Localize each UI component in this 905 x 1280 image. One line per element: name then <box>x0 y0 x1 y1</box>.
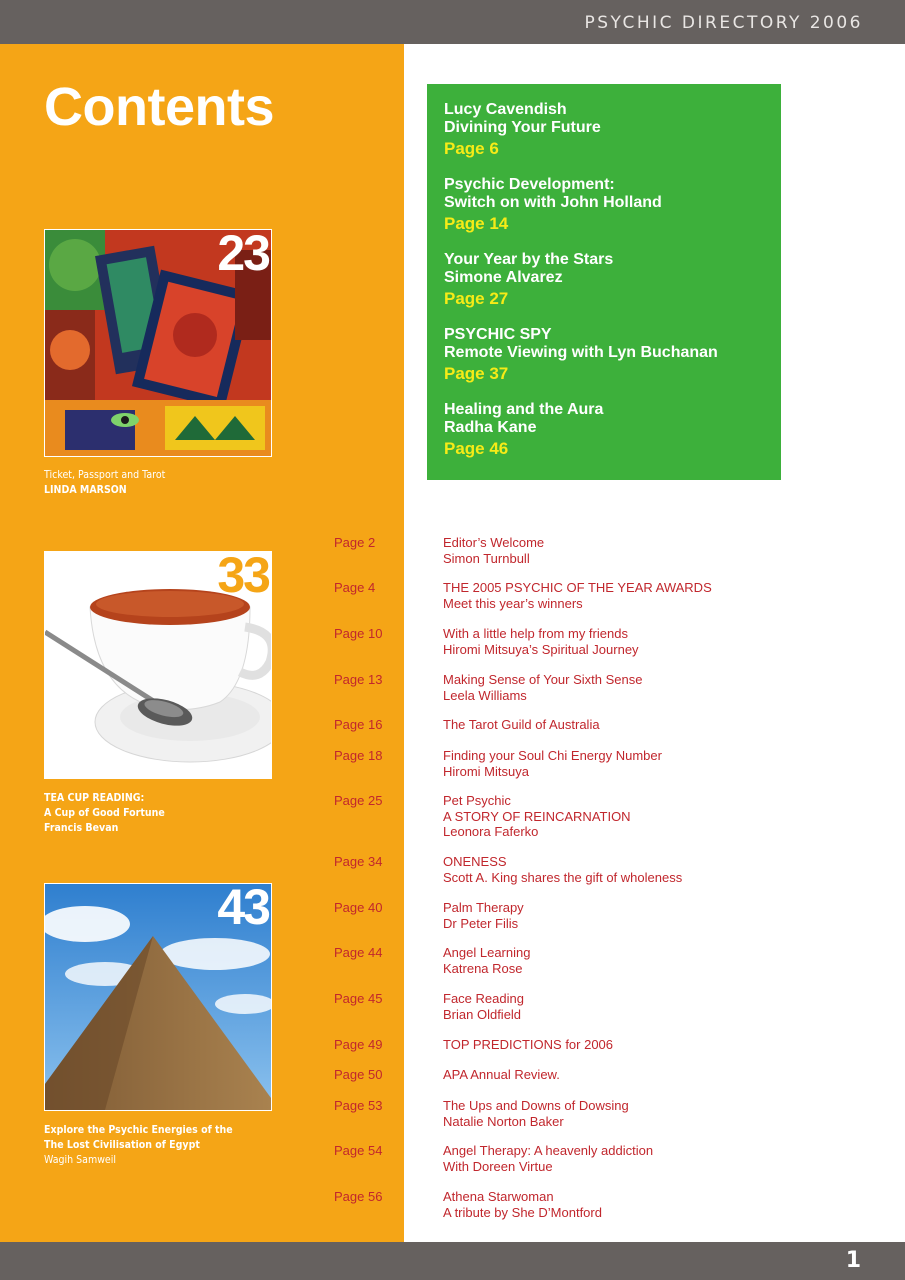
tarot-caption <box>44 467 165 497</box>
caption-author: Wagih Samweil <box>44 1153 117 1166</box>
top-bar <box>0 0 905 44</box>
feature-item[interactable] <box>444 401 603 459</box>
toc-page: Page 54 <box>334 1143 383 1158</box>
thumbnail-page-number: 23 <box>217 229 269 281</box>
feature-subtitle: Simone Alvarez <box>444 269 563 286</box>
caption-line: Ticket, Passport and Tarot <box>44 468 166 481</box>
toc-title: ONENESS Scott A. King shares the gift of wholeness <box>443 854 683 885</box>
feature-page: Page 46 <box>444 439 509 458</box>
toc-title: Pet Psychic A STORY OF REINCARNATION Leonora Faferko <box>443 793 631 839</box>
feature-item[interactable] <box>444 326 718 384</box>
toc-title: Finding your Soul Chi Energy Number Hiromi Mitsuya <box>443 748 662 779</box>
toc-title: The Ups and Downs of Dowsing Natalie Norton Baker <box>443 1098 629 1129</box>
feature-page: Page 14 <box>444 214 509 233</box>
feature-title: Your Year by the Stars <box>444 251 614 268</box>
toc-page: Page 44 <box>334 945 383 960</box>
toc-title: Making Sense of Your Sixth Sense Leela Williams <box>443 672 643 703</box>
toc-page: Page 18 <box>334 748 383 763</box>
toc-page: Page 56 <box>334 1189 383 1204</box>
feature-title: Psychic Development: <box>444 176 615 193</box>
caption-line: TEA CUP READING: <box>44 791 145 804</box>
featured-articles-box <box>427 84 781 480</box>
feature-title: PSYCHIC SPY <box>444 326 552 343</box>
toc-title: THE 2005 PSYCHIC OF THE YEAR AWARDS Meet this year’s winners <box>443 580 712 611</box>
feature-subtitle: Radha Kane <box>444 419 537 436</box>
caption-line: The Lost Civilisation of Egypt <box>44 1138 200 1151</box>
toc-title: APA Annual Review. <box>443 1067 560 1082</box>
toc-title: With a little help from my friends Hiromi Mitsuya’s Spiritual Journey <box>443 626 639 657</box>
toc-page: Page 53 <box>334 1098 383 1113</box>
toc-page: Page 40 <box>334 900 383 915</box>
tea-cup-thumbnail[interactable] <box>44 551 272 779</box>
caption-author: Francis Bevan <box>44 821 119 834</box>
toc-page: Page 25 <box>334 793 383 808</box>
feature-title: Lucy Cavendish <box>444 101 567 118</box>
toc-title: Athena Starwoman A tribute by She D’Montford <box>443 1189 602 1220</box>
toc-page: Page 2 <box>334 535 376 550</box>
caption-author: LINDA MARSON <box>44 483 127 496</box>
feature-item[interactable] <box>444 251 613 309</box>
toc-title: Face Reading Brian Oldfield <box>443 991 524 1022</box>
contents-title: Contents <box>44 77 274 137</box>
caption-line: Explore the Psychic Energies of the <box>44 1123 233 1136</box>
toc-title: Angel Learning Katrena Rose <box>443 945 531 976</box>
toc-page: Page 50 <box>334 1067 383 1082</box>
toc-page: Page 49 <box>334 1037 383 1052</box>
thumbnail-page-number: 43 <box>217 883 269 935</box>
feature-subtitle: Remote Viewing with Lyn Buchanan <box>444 344 718 361</box>
toc-title: Palm Therapy Dr Peter Filis <box>443 900 524 931</box>
toc-page: Page 45 <box>334 991 383 1006</box>
feature-item[interactable] <box>444 176 662 234</box>
publication-header: PSYCHIC DIRECTORY 2006 <box>584 13 863 33</box>
thumbnail-page-number: 33 <box>217 551 269 603</box>
toc-title: TOP PREDICTIONS for 2006 <box>443 1037 614 1052</box>
feature-item[interactable] <box>444 101 601 159</box>
feature-page: Page 37 <box>444 364 509 383</box>
tarot-artwork-thumbnail[interactable] <box>44 229 272 457</box>
toc-page: Page 16 <box>334 717 383 732</box>
feature-page: Page 27 <box>444 289 509 308</box>
tea-cup-caption <box>44 790 165 835</box>
toc-page: Page 13 <box>334 672 383 687</box>
toc-title: The Tarot Guild of Australia <box>443 717 600 732</box>
toc-title: Editor’s Welcome Simon Turnbull <box>443 535 545 566</box>
feature-subtitle: Divining Your Future <box>444 119 601 136</box>
toc-page: Page 4 <box>334 580 376 595</box>
feature-subtitle: Switch on with John Holland <box>444 194 662 211</box>
page-number: 1 <box>845 1248 861 1273</box>
toc-page: Page 34 <box>334 854 383 869</box>
pyramid-thumbnail[interactable] <box>44 883 272 1111</box>
bottom-bar <box>0 1242 905 1280</box>
toc-page: Page 10 <box>334 626 383 641</box>
toc-title: Angel Therapy: A heavenly addiction With Doreen Virtue <box>443 1143 654 1174</box>
feature-page: Page 6 <box>444 139 499 158</box>
caption-line: A Cup of Good Fortune <box>44 806 165 819</box>
pyramid-caption <box>44 1122 233 1167</box>
feature-title: Healing and the Aura <box>444 401 604 418</box>
